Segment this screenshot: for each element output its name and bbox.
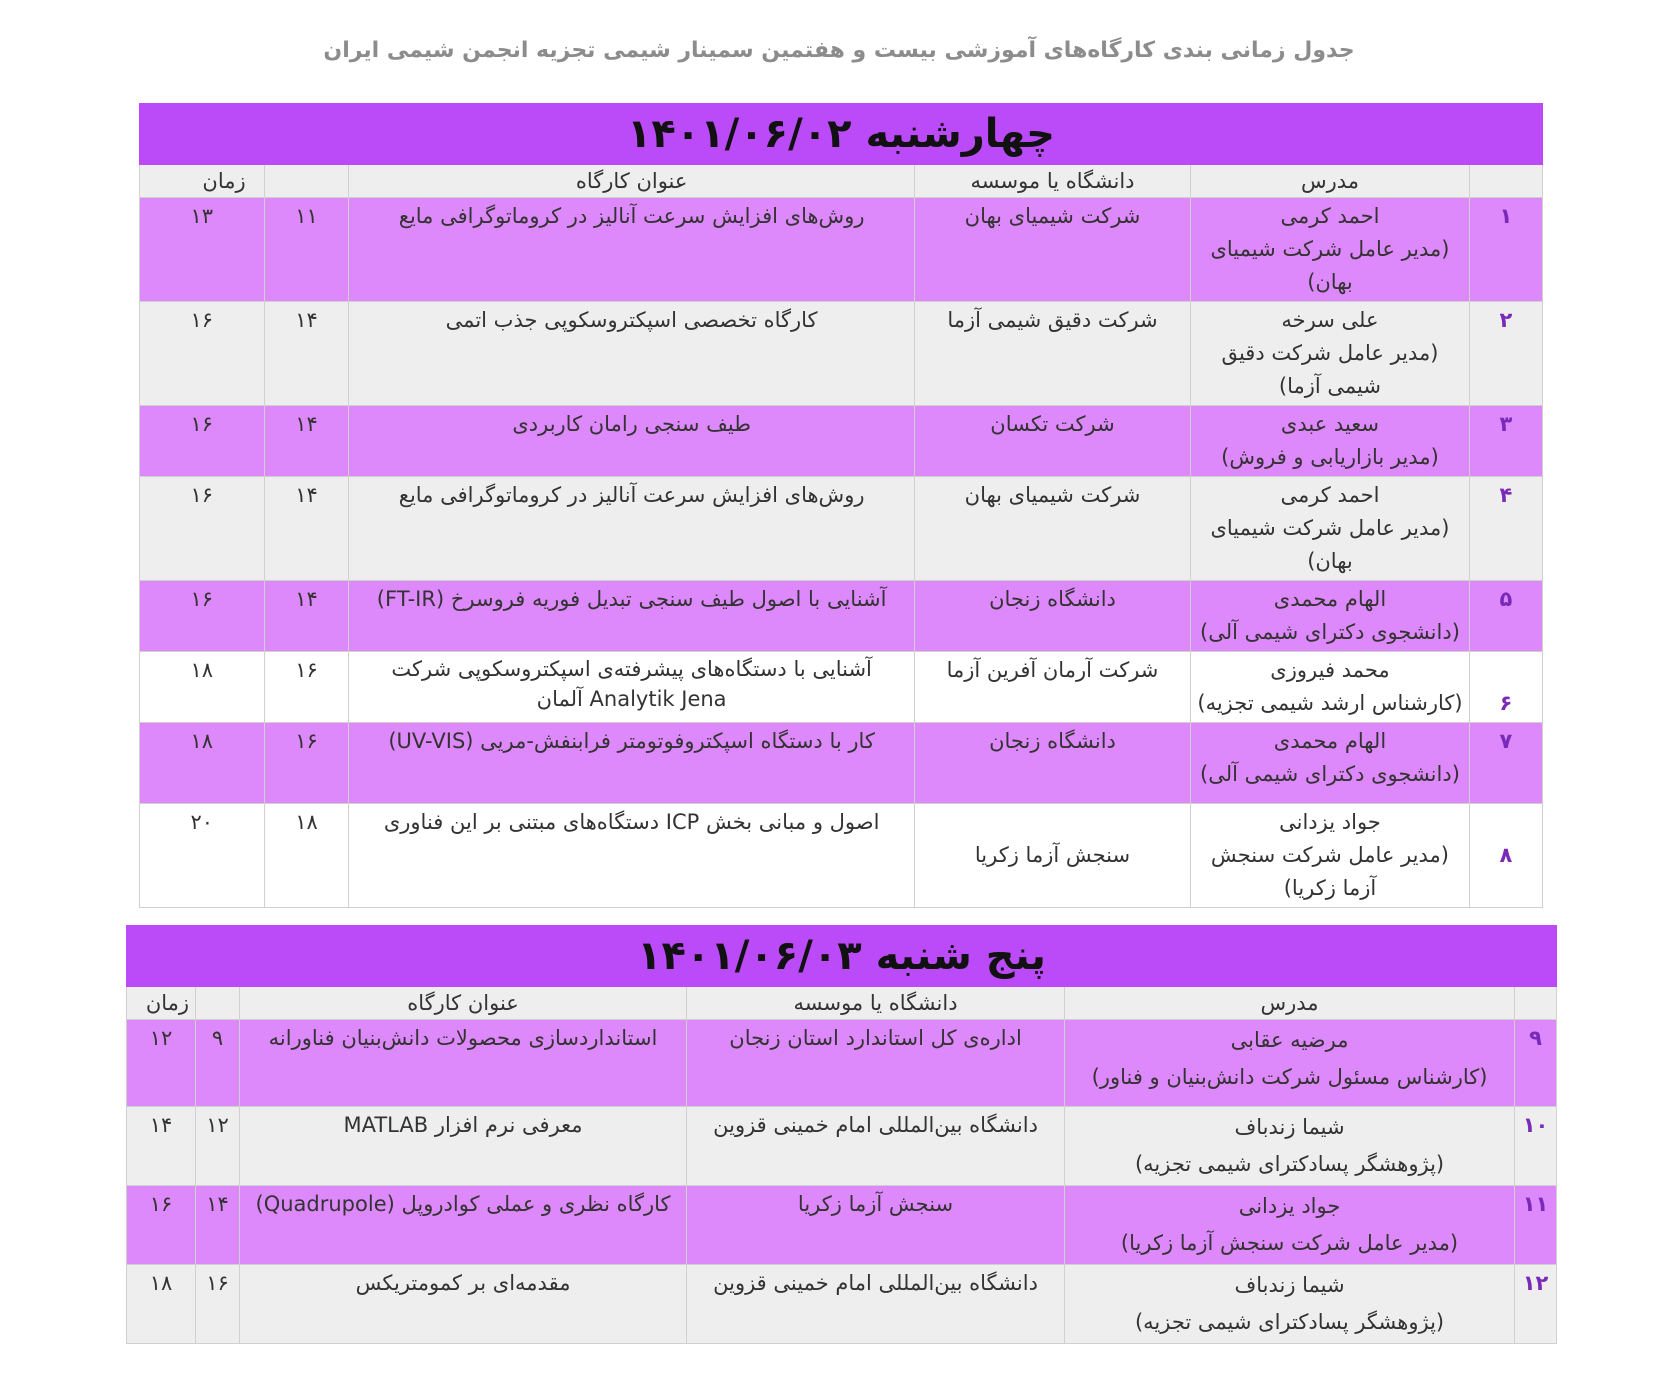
workshop-title: روش‌های افزایش سرعت آنالیز در کروماتوگرافی مایع bbox=[349, 477, 914, 581]
instructor-name: شیما زندباف bbox=[1234, 1115, 1345, 1139]
end-time: ۱۶ bbox=[140, 406, 265, 477]
instructor-name: الهام محمدی bbox=[1273, 587, 1387, 611]
start-time: ۱۴ bbox=[196, 1186, 240, 1265]
row-number: ۱۰ bbox=[1515, 1107, 1557, 1186]
end-time: ۱۳ bbox=[140, 198, 265, 302]
workshop-title: روش‌های افزایش سرعت آنالیز در کروماتوگرافی مایع bbox=[349, 198, 914, 302]
instructor-name: مرضیه عقابی bbox=[1230, 1028, 1349, 1052]
workshop-title: کار با دستگاه اسپکتروفوتومتر فرابنفش-مریی (UV-VIS) bbox=[349, 723, 914, 804]
instructor-cell bbox=[1065, 1186, 1515, 1265]
table-row bbox=[140, 477, 1543, 581]
institution-cell: سنجش آزما زکریا bbox=[914, 804, 1190, 908]
instructor-name: علی سرخه bbox=[1281, 308, 1379, 332]
institution-cell: دانشگاه بین‌المللی امام خمینی قزوین bbox=[687, 1265, 1065, 1344]
header-number bbox=[1469, 165, 1542, 198]
schedule-table-day2 bbox=[126, 925, 1557, 1344]
workshop-title: مقدمه‌ای بر کمومتریکس bbox=[240, 1265, 687, 1344]
instructor-name: جواد یزدانی bbox=[1279, 810, 1381, 834]
start-time: ۱۸ bbox=[264, 804, 349, 908]
day-heading: پنج شنبه ۱۴۰۱/۰۶/۰۳ bbox=[127, 926, 1557, 987]
instructor-role: (مدیر بازاریابی و فروش) bbox=[1221, 445, 1439, 469]
row-number: ۱ bbox=[1469, 198, 1542, 302]
instructor-name: محمد فیروزی bbox=[1270, 658, 1390, 682]
instructor-name: احمد کرمی bbox=[1280, 204, 1380, 228]
table-row bbox=[127, 1186, 1557, 1265]
instructor-name: احمد کرمی bbox=[1280, 483, 1380, 507]
end-time: ۱۸ bbox=[127, 1265, 196, 1344]
row-number: ۲ bbox=[1469, 302, 1542, 406]
instructor-role: (کارشناس مسئول شرکت دانش‌بنیان و فناور) bbox=[1091, 1065, 1488, 1089]
instructor-role: (کارشناس ارشد شیمی تجزیه) bbox=[1197, 691, 1463, 715]
institution-cell: شرکت تکسان bbox=[914, 406, 1190, 477]
instructor-cell bbox=[1065, 1020, 1515, 1107]
workshop-title: آشنایی با دستگاه‌های پیشرفته‌ی اسپکتروسکوپی شرکت Analytik Jena آلمان bbox=[349, 652, 914, 723]
end-time: ۱۶ bbox=[127, 1186, 196, 1265]
header-institution: دانشگاه یا موسسه bbox=[687, 987, 1065, 1020]
instructor-name: سعید عبدی bbox=[1280, 412, 1380, 436]
row-number: ۱۲ bbox=[1515, 1265, 1557, 1344]
workshop-title: معرفی نرم افزار MATLAB bbox=[240, 1107, 687, 1186]
instructor-cell bbox=[1191, 652, 1470, 723]
instructor-cell bbox=[1191, 198, 1470, 302]
end-time: ۱۸ bbox=[140, 652, 265, 723]
workshop-title: استانداردسازی محصولات دانش‌بنیان فناورانه bbox=[240, 1020, 687, 1107]
start-time: ۱۴ bbox=[264, 477, 349, 581]
instructor-cell bbox=[1191, 804, 1470, 908]
table-row bbox=[127, 1265, 1557, 1344]
header-start bbox=[264, 165, 349, 198]
end-time: ۱۶ bbox=[140, 302, 265, 406]
end-time: ۲۰ bbox=[140, 804, 265, 908]
workshop-title: کارگاه تخصصی اسپکتروسکوپی جذب اتمی bbox=[349, 302, 914, 406]
start-time: ۱۶ bbox=[264, 723, 349, 804]
table-row bbox=[140, 804, 1543, 908]
instructor-role: (دانشجوی دکترای شیمی آلی) bbox=[1200, 762, 1460, 786]
header-start bbox=[196, 987, 240, 1020]
header-time: زمان bbox=[127, 987, 196, 1020]
institution-cell: شرکت دقیق شیمی آزما bbox=[914, 302, 1190, 406]
instructor-role: (پژوهشگر پسادکترای شیمی تجزیه) bbox=[1134, 1310, 1445, 1334]
instructor-cell bbox=[1065, 1107, 1515, 1186]
header-instructor: مدرس bbox=[1191, 165, 1470, 198]
table-row bbox=[127, 1020, 1557, 1107]
instructor-cell bbox=[1191, 723, 1470, 804]
end-time: ۱۶ bbox=[140, 477, 265, 581]
end-time: ۱۲ bbox=[127, 1020, 196, 1107]
start-time: ۱۴ bbox=[264, 406, 349, 477]
header-workshop: عنوان کارگاه bbox=[349, 165, 914, 198]
end-time: ۱۸ bbox=[140, 723, 265, 804]
start-time: ۱۴ bbox=[264, 302, 349, 406]
start-time: ۱۶ bbox=[196, 1265, 240, 1344]
start-time: ۹ bbox=[196, 1020, 240, 1107]
row-number: ۳ bbox=[1469, 406, 1542, 477]
instructor-cell bbox=[1191, 406, 1470, 477]
instructor-role: (مدیر عامل شرکت سنجش آزما زکریا) bbox=[1210, 843, 1449, 900]
start-time: ۱۶ bbox=[264, 652, 349, 723]
workshop-title: آشنایی با اصول طیف سنجی تبدیل فوریه فروسرخ (FT-IR) bbox=[349, 581, 914, 652]
institution-cell: شرکت شیمیای بهان bbox=[914, 198, 1190, 302]
row-number: ۱۱ bbox=[1515, 1186, 1557, 1265]
institution-cell: دانشگاه زنجان bbox=[914, 581, 1190, 652]
header-number bbox=[1515, 987, 1557, 1020]
institution-cell: شرکت آرمان آفرین آزما bbox=[914, 652, 1190, 723]
start-time: ۱۴ bbox=[264, 581, 349, 652]
instructor-cell bbox=[1191, 302, 1470, 406]
instructor-role: (پژوهشگر پسادکترای شیمی تجزیه) bbox=[1134, 1152, 1445, 1176]
row-number: ۴ bbox=[1469, 477, 1542, 581]
instructor-role: (مدیر عامل شرکت دقیق شیمی آزما) bbox=[1221, 341, 1439, 398]
row-number: ۷ bbox=[1469, 723, 1542, 804]
instructor-name: شیما زندباف bbox=[1234, 1273, 1345, 1297]
instructor-role: (مدیر عامل شرکت شیمیای بهان) bbox=[1210, 237, 1450, 294]
header-instructor: مدرس bbox=[1065, 987, 1515, 1020]
workshop-title: کارگاه نظری و عملی کوادروپل (Quadrupole) bbox=[240, 1186, 687, 1265]
institution-cell: اداره‌ی کل استاندارد استان زنجان bbox=[687, 1020, 1065, 1107]
instructor-name: جواد یزدانی bbox=[1238, 1194, 1341, 1218]
row-number: ۵ bbox=[1469, 581, 1542, 652]
table-row bbox=[140, 406, 1543, 477]
table-row bbox=[140, 198, 1543, 302]
schedule-table-day1 bbox=[139, 103, 1543, 908]
instructor-cell bbox=[1191, 581, 1470, 652]
institution-cell: دانشگاه بین‌المللی امام خمینی قزوین bbox=[687, 1107, 1065, 1186]
instructor-cell bbox=[1065, 1265, 1515, 1344]
institution-cell: شرکت شیمیای بهان bbox=[914, 477, 1190, 581]
row-number: ۹ bbox=[1515, 1020, 1557, 1107]
institution-cell: سنجش آزما زکریا bbox=[687, 1186, 1065, 1265]
instructor-name: الهام محمدی bbox=[1273, 729, 1387, 753]
table-row bbox=[127, 1107, 1557, 1186]
page-title: جدول زمانی بندی کارگاه‌های آموزشی بیست و هفتمین سمینار شیمی تجزیه انجمن شیمی ایران bbox=[323, 38, 1355, 63]
start-time: ۱۲ bbox=[196, 1107, 240, 1186]
workshop-title: اصول و مبانی بخش ICP دستگاه‌های مبتنی بر این فناوری bbox=[349, 804, 914, 908]
start-time: ۱۱ bbox=[264, 198, 349, 302]
end-time: ۱۴ bbox=[127, 1107, 196, 1186]
row-number: ۸ bbox=[1469, 804, 1542, 908]
header-time: زمان bbox=[140, 165, 265, 198]
row-number: ۶ bbox=[1469, 652, 1542, 723]
table-row bbox=[140, 652, 1543, 723]
table-row bbox=[140, 723, 1543, 804]
end-time: ۱۶ bbox=[140, 581, 265, 652]
instructor-role: (مدیر عامل شرکت سنجش آزما زکریا) bbox=[1120, 1231, 1459, 1255]
table-row bbox=[140, 581, 1543, 652]
instructor-role: (مدیر عامل شرکت شیمیای بهان) bbox=[1210, 516, 1450, 573]
institution-cell: دانشگاه زنجان bbox=[914, 723, 1190, 804]
table-row bbox=[140, 302, 1543, 406]
workshop-title: طیف سنجی رامان کاربردی bbox=[349, 406, 914, 477]
header-workshop: عنوان کارگاه bbox=[240, 987, 687, 1020]
instructor-role: (دانشجوی دکترای شیمی آلی) bbox=[1200, 620, 1460, 644]
day-heading: چهارشنبه ۱۴۰۱/۰۶/۰۲ bbox=[140, 104, 1543, 165]
instructor-cell bbox=[1191, 477, 1470, 581]
header-institution: دانشگاه یا موسسه bbox=[914, 165, 1190, 198]
